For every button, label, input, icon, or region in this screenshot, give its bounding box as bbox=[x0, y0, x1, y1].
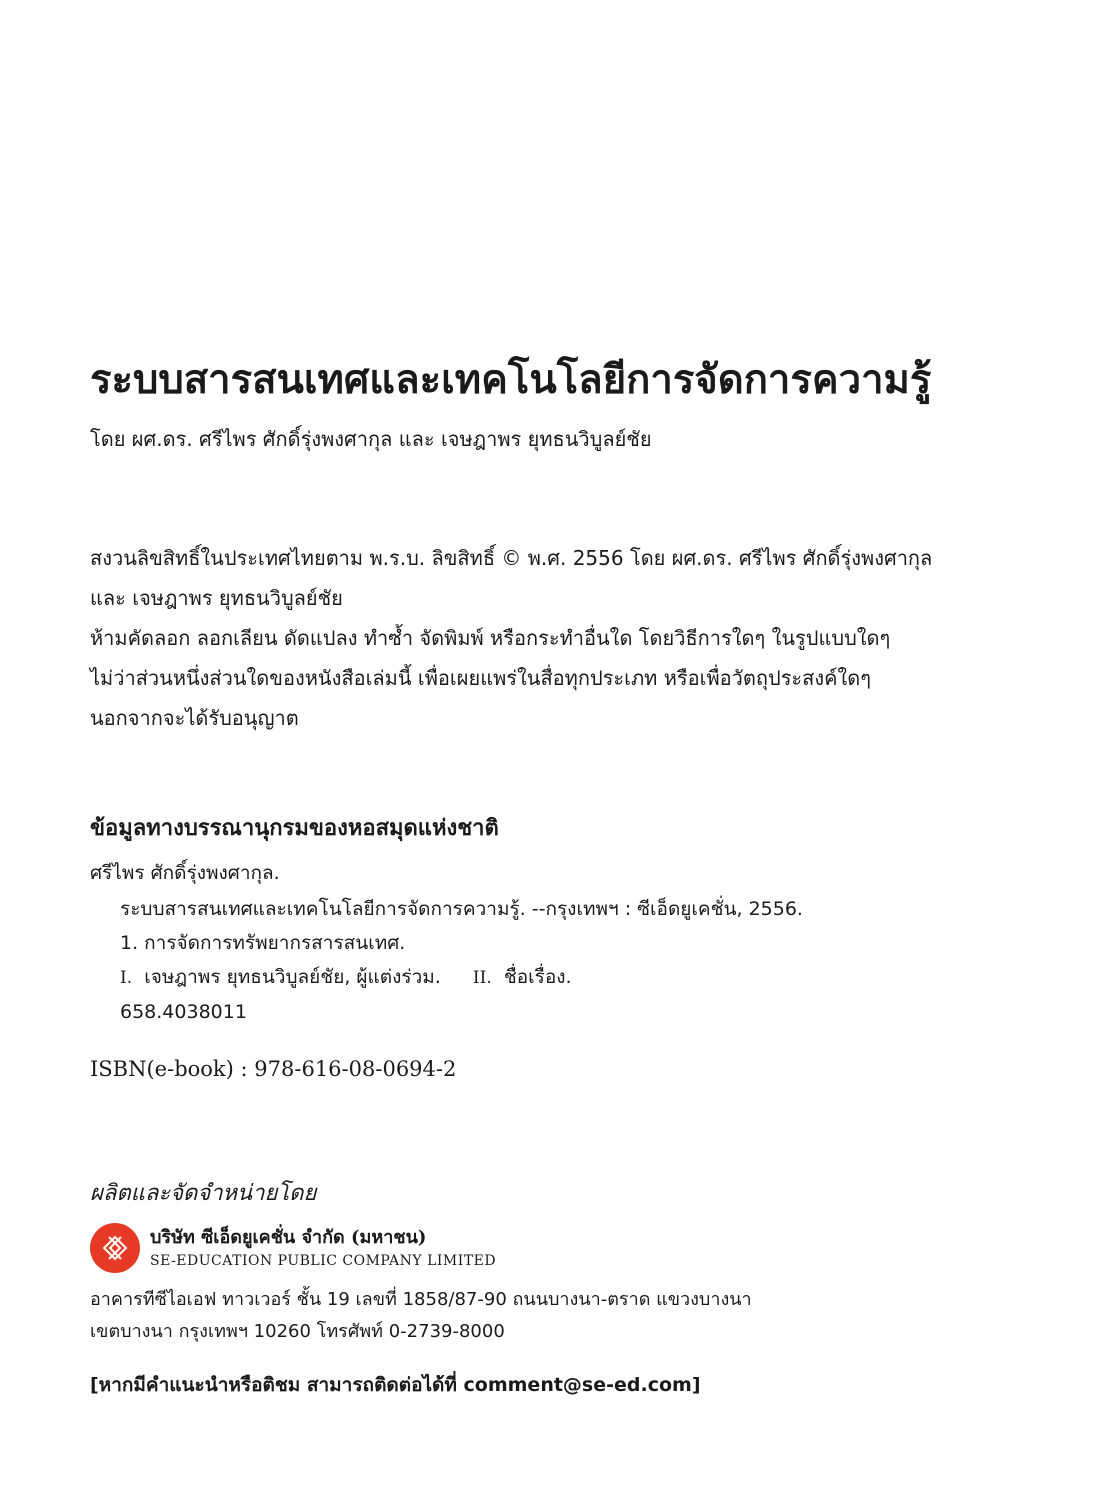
book-title: ระบบสารสนเทศและเทคโนโลยีการจัดการความรู้ bbox=[90, 356, 932, 403]
publisher-name-thai: บริษัท ซีเอ็ดยูเคชั่น จำกัด (มหาชน) bbox=[150, 1227, 427, 1248]
entry-ii-label: II. bbox=[472, 968, 492, 988]
catalog-title-line: ระบบสารสนเทศและเทคโนโลยีการจัดการความรู้. --กรุงเทพฯ : ซีเอ็ดยูเคชั่น, 2556. bbox=[120, 898, 803, 920]
address-line: เขตบางนา กรุงเทพฯ 10260 โทรศัพท์ 0-2739-8000 bbox=[90, 1321, 505, 1342]
catalog-class-number: 658.4038011 bbox=[120, 1001, 247, 1023]
copyright-line: และ เจษฎาพร ยุทธนวิบูลย์ชัย bbox=[90, 586, 343, 610]
publisher-names bbox=[150, 1225, 496, 1271]
copyright-line: นอกจากจะได้รับอนุญาต bbox=[90, 706, 299, 730]
isbn: ISBN(e-book) : 978-616-08-0694-2 bbox=[90, 1057, 457, 1081]
publisher-address bbox=[90, 1284, 752, 1348]
entry-ii-text: ชื่อเรื่อง. bbox=[503, 966, 572, 988]
catalog-added-entries bbox=[120, 960, 803, 995]
contact-line: [หากมีคำแนะนำหรือติชม สามารถติดต่อได้ที่ comment@se-ed.com] bbox=[90, 1374, 701, 1396]
publisher-block bbox=[90, 1220, 496, 1276]
catalog-record bbox=[120, 892, 803, 1029]
copyright-line: สงวนลิขสิทธิ์ในประเทศไทยตาม พ.ร.บ. ลิขสิทธิ์ © พ.ศ. 2556 โดย ผศ.ดร. ศรีไพร ศักดิ์รุ่งพงศากุล bbox=[90, 546, 933, 570]
copyright-line: ห้ามคัดลอก ลอกเลียน ดัดแปลง ทำซ้ำ จัดพิมพ์ หรือกระทำอื่นใด โดยวิธีการใดๆ ในรูปแบบใดๆ bbox=[90, 626, 891, 650]
copyright-notice bbox=[90, 538, 1030, 738]
catalog-heading: ข้อมูลทางบรรณานุกรมของหอสมุดแห่งชาติ bbox=[90, 815, 499, 841]
copyright-page bbox=[90, 0, 1050, 1496]
entry-i-text: เจษฎาพร ยุทธนวิบูลย์ชัย, ผู้แต่งร่วม. bbox=[144, 966, 441, 988]
publisher-name-english: SE-EDUCATION PUBLIC COMPANY LIMITED bbox=[150, 1253, 497, 1269]
se-ed-logo-icon bbox=[90, 1223, 140, 1273]
copyright-line: ไม่ว่าส่วนหนึ่งส่วนใดของหนังสือเล่มนี้ เพื่อเผยแพร่ในสื่อทุกประเภท หรือเพื่อวัตถุประสงค์ใดๆ bbox=[90, 666, 872, 690]
catalog-author: ศรีไพร ศักดิ์รุ่งพงศากุล. bbox=[90, 862, 280, 884]
address-line: อาคารทีซีไอเอฟ ทาวเวอร์ ชั้น 19 เลขที่ 1858/87-90 ถนนบางนา-ตราด แขวงบางนา bbox=[90, 1289, 752, 1310]
catalog-subject-line: 1. การจัดการทรัพยากรสารสนเทศ. bbox=[120, 932, 406, 954]
book-byline: โดย ผศ.ดร. ศรีไพร ศักดิ์รุ่งพงศากุล และ เจษฎาพร ยุทธนวิบูลย์ชัย bbox=[90, 427, 652, 451]
distribution-heading: ผลิตและจัดจำหน่ายโดย bbox=[90, 1181, 317, 1206]
entry-i-label: I. bbox=[120, 968, 133, 988]
